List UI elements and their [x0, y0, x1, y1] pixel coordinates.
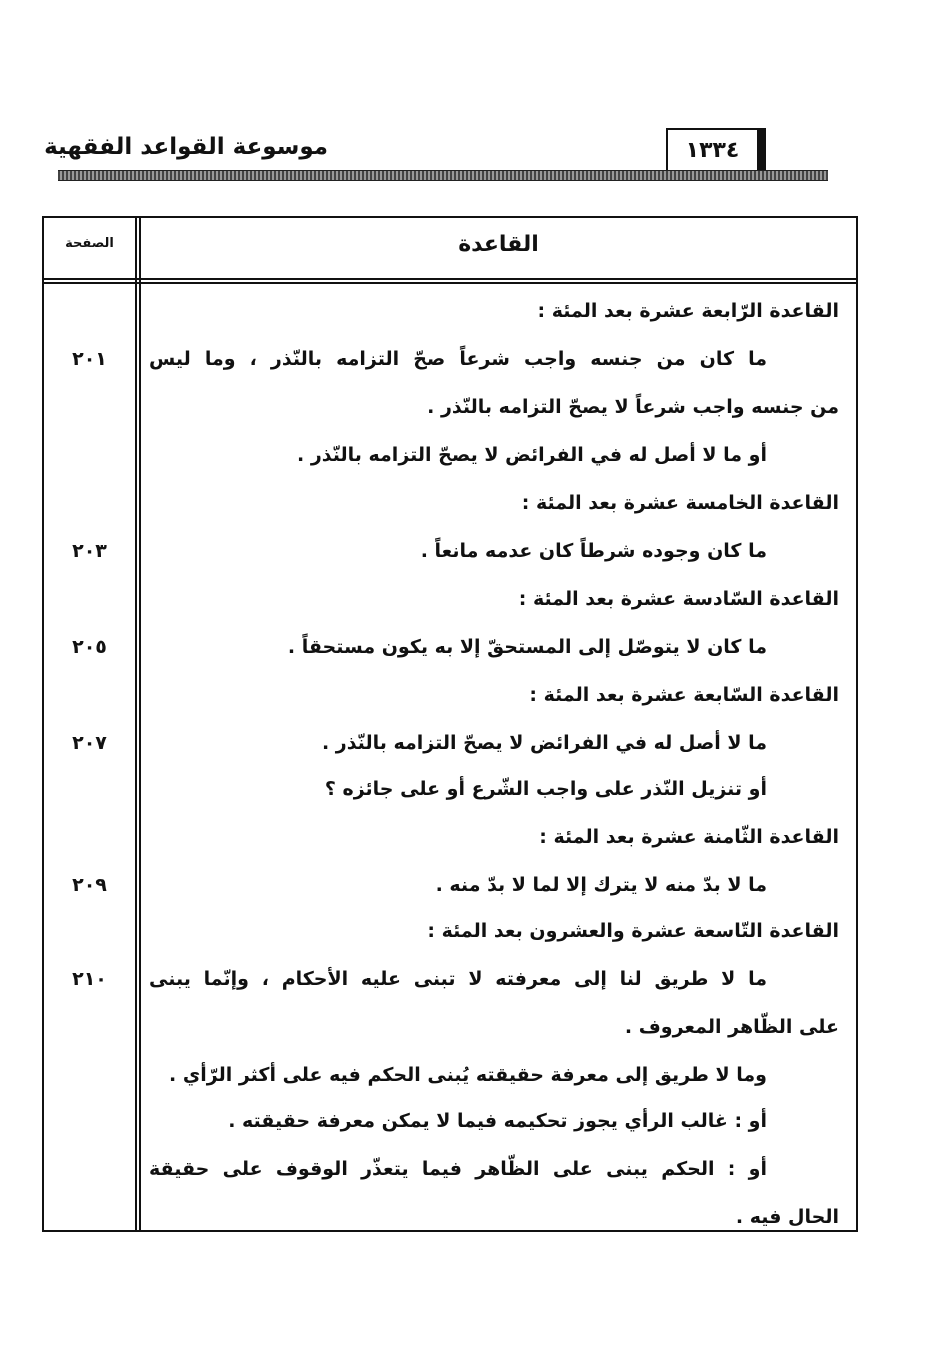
rule-text-line: ما لا أصل له في الفرائض لا يصحّ التزامه بالنّذر .: [321, 732, 767, 754]
rule-heading-119: القاعدة التّاسعة عشرة والعشرون بعد المئة :: [427, 920, 839, 942]
rule-text-line: ما لا بدّ منه لا يترك إلا لما لا بدّ منه .: [435, 874, 767, 896]
rule-text-line: أو ما لا أصل له في الفرائض لا يصحّ التزامه بالنّذر .: [297, 444, 767, 466]
rule-text-line: من جنسه واجب شرعاً لا يصحّ التزامه بالنّذر .: [427, 396, 839, 418]
page-ref: ٢٠٩: [72, 874, 107, 896]
page-ref: ٢٠٣: [72, 540, 107, 562]
column-divider: [135, 218, 141, 1230]
rule-text-line: ما كان وجوده شرطاً كان عدمه مانعاً .: [420, 540, 767, 562]
rule-column-header: القاعدة: [458, 232, 539, 257]
rule-heading-117: القاعدة السّابعة عشرة بعد المئة :: [529, 684, 839, 706]
rule-text-line: أو : غالب الرأي يجوز تحكيمه فيما لا يمكن معرفة حقيقته .: [228, 1110, 767, 1132]
page-column-header: الصفحة: [65, 236, 114, 251]
book-title: موسوعة القواعد الفقهية: [44, 134, 328, 160]
page-ref: ٢١٠: [72, 968, 107, 990]
rule-text-line: ما كان لا يتوصّل إلى المستحقّ إلا به يكون مستحقاً .: [287, 636, 767, 658]
header-rule: [58, 170, 828, 181]
page-ref: ٢٠٥: [72, 636, 107, 658]
rule-heading-115: القاعدة الخامسة عشرة بعد المئة :: [521, 492, 839, 514]
rule-heading-118: القاعدة الثّامنة عشرة بعد المئة :: [539, 826, 839, 848]
rule-text-line: الحال فيه .: [735, 1206, 839, 1228]
rule-text-line: وما لا طريق إلى معرفة حقيقته يُبنى الحكم فيه على أكثر الرّأي .: [168, 1064, 767, 1086]
rule-text-line: أو تنزيل النّذر على واجب الشّرع أو على جائزه ؟: [324, 778, 767, 800]
rule-text-line: على الظّاهر المعروف .: [624, 1016, 839, 1038]
rule-heading-116: القاعدة السّادسة عشرة بعد المئة :: [518, 588, 839, 610]
rule-heading-114: القاعدة الرّابعة عشرة بعد المئة :: [537, 300, 839, 322]
rule-text-line: ما كان من جنسه واجب شرعاً صحّ التزامه بالنّذر ، وما ليس: [149, 348, 767, 370]
page-number: ١٣٣٤: [666, 128, 766, 172]
page-ref: ٢٠١: [72, 348, 107, 370]
page-ref: ٢٠٧: [72, 732, 107, 754]
rule-text-line: ما لا طريق لنا إلى معرفته لا تبنى عليه الأحكام ، وإنّما يبنى: [149, 968, 767, 990]
rules-index-table: [42, 216, 858, 1232]
rule-text-line: أو : الحكم يبنى على الظّاهر فيما يتعذّر الوقوف على حقيقة: [149, 1158, 767, 1180]
table-header-row: [44, 218, 856, 280]
